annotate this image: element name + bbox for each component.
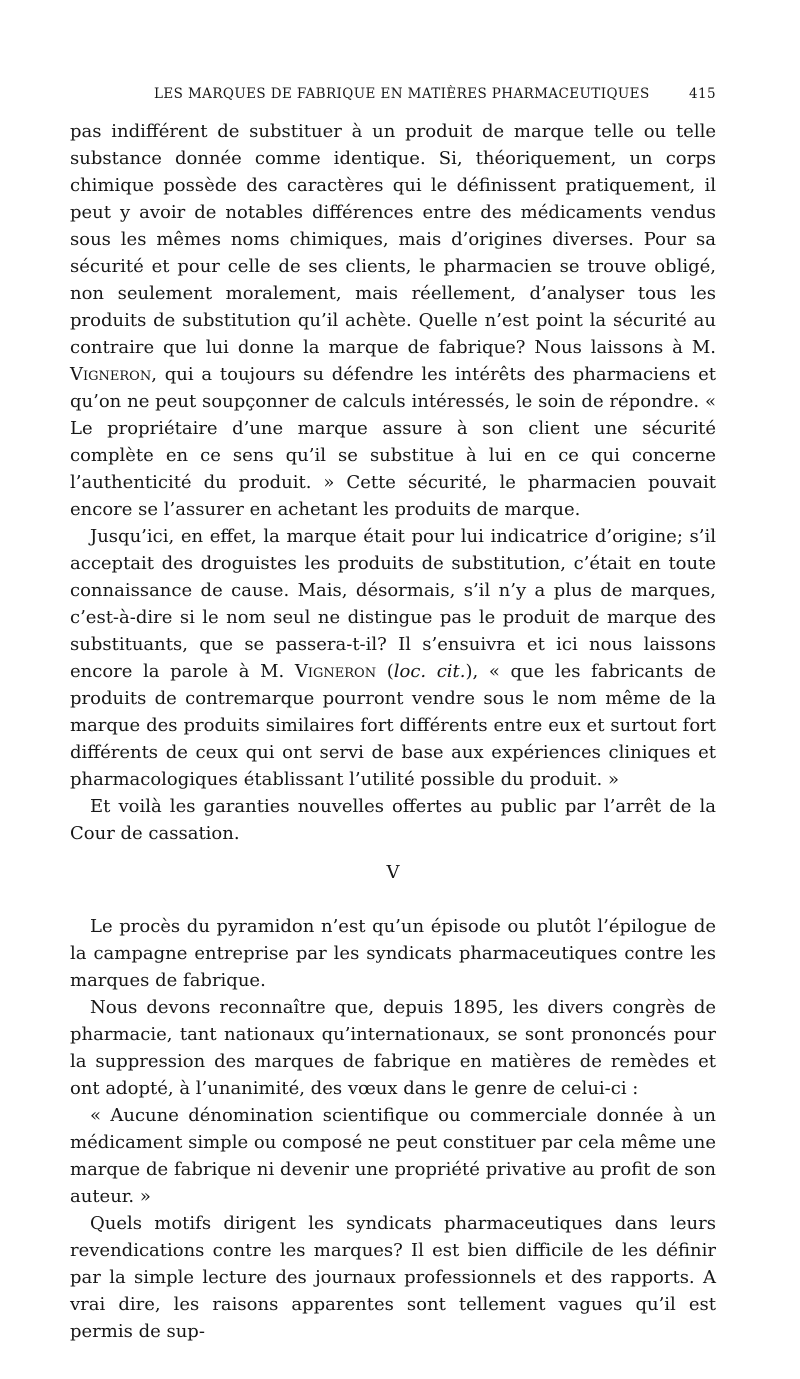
paragraph-p5 (70, 994, 716, 1102)
text-run: « Aucune dénomination scientifique ou commerciale donnée à un médicament simple ou composé ne peut constituer par cela même une marque de fabrique ni devenir une propriété privative au profit de son auteur. » (70, 1105, 716, 1207)
paragraph-p6 (70, 1102, 716, 1210)
text-run: Jusqu’ici, en effet, la marque était pour lui indicatrice d’origine; s’il acceptait des droguistes les produits de substitution, c’était en toute connaissance de cause. Mais, désormais, s’il n’y a plus de marques, c’est-à-dire si le nom seul ne distingue pas le produit de marque des substituants, que se passera-t-il? Il s’ensuivra et ici nous laissons encore la parole à M. (70, 526, 716, 682)
paragraphs-before-section (70, 118, 716, 847)
paragraph-p2 (70, 523, 716, 793)
text-run: Le procès du pyramidon n’est qu’un épisode ou plutôt l’épilogue de la campagne entreprise par les syndicats pharmaceutiques contre les marques de fabrique. (70, 916, 716, 991)
text-run: ), « que les fabricants de produits de contremarque pourront vendre sous le nom même de la marque des produits similaires fort différents entre eux et surtout fort différents de ceux qui ont servi de base aux expériences cliniques et pharmacologiques établissant l’utilité possible du produit. » (70, 661, 716, 790)
book-page (70, 86, 716, 1345)
text-run: , qui a toujours su défendre les intérêts des pharmaciens et qu’on ne peut soupçonner de calculs intéressés, le soin de répondre. « Le propriétaire d’une marque assure à son client une sécurité complète en ce sens qu’il se substitue à lui en ce qui concerne l’authenticité du produit. » Cette sécurité, le pharmacien pouvait encore se l’assurer en achetant les produits de marque. (70, 364, 716, 520)
paragraph-p1 (70, 118, 716, 523)
body-text (70, 118, 716, 1345)
text-run: ( (376, 661, 394, 682)
page-number: 415 (689, 86, 716, 102)
text-run: pas indifférent de substituer à un produit de marque telle ou telle substance donnée comme identique. Si, théoriquement, un corps chimique possède des caractères qui le définissent pratiquement, il peut y avoir de notables différences entre des médicaments vendus sous les mêmes noms chimiques, mais d’origines diverses. Pour sa sécurité et pour celle de ses clients, le pharmacien se trouve obligé, non seulement moralement, mais réellement, d’analyser tous les produits de substitution qu’il achète. Quelle n’est point la sécurité au contraire que lui donne la marque de fabrique? Nous laissons à M. (70, 121, 716, 358)
running-title: LES MARQUES DE FABRIQUE EN MATIÈRES PHARMACEUTIQUES (154, 86, 650, 102)
text-run: Nous devons reconnaître que, depuis 1895, les divers congrès de pharmacie, tant nationaux qu’internationaux, se sont prononcés pour la suppression des marques de fabrique en matières de remèdes et ont adopté, à l’unanimité, des vœux dans le genre de celui-ci : (70, 997, 716, 1099)
paragraph-p4 (70, 913, 716, 994)
author-name: Vigneron (294, 661, 377, 682)
text-run: Quels motifs dirigent les syndicats pharmaceutiques dans leurs revendications contre les marques? Il est bien difficile de les définir par la simple lecture des journaux professionnels et des rapports. A vrai dire, les raisons apparentes sont tellement vagues qu’il est permis de sup- (70, 1213, 716, 1342)
section-heading: V (386, 862, 400, 883)
paragraph-p3 (70, 793, 716, 847)
author-name: Vigneron (70, 364, 152, 385)
text-run: Et voilà les garanties nouvelles offertes au public par l’arrêt de la Cour de cassation. (70, 796, 716, 844)
paragraph-p7 (70, 1210, 716, 1345)
running-header (70, 86, 716, 114)
paragraphs-after-section (70, 913, 716, 1345)
citation-italic: loc. cit. (393, 661, 466, 682)
